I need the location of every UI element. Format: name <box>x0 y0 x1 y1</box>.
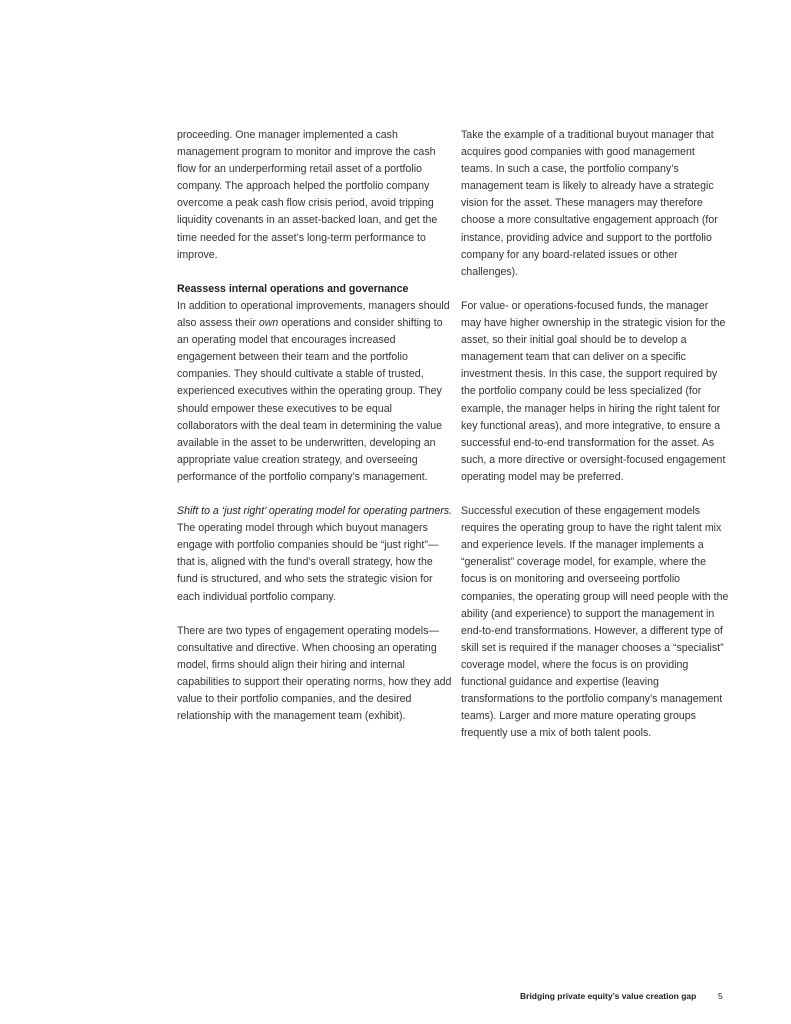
page-number: 5 <box>718 991 723 1001</box>
right-paragraph-1: Take the example of a traditional buyout manager that acquires good companies with good management teams. In such a case, the portfolio company’s management team is likely to already have a strategic vision for the asset. These managers may therefore choose a more consultative engagement approach (for instance, providing advice and support to the portfolio company for any board-related issues or other challenges). <box>461 129 718 278</box>
left-paragraph-2-start: In addition to operational improvements, managers should also assess their <box>177 299 450 330</box>
right-paragraph-2: For value- or operations-focused funds, the manager may have higher ownership in the strategic vision for the asset, so their initial goal should be to develop a management team that can deliver on a specific investment thesis. In this case, the support required by the portfolio company could be less specialized (for example, the manager helps in hiring the right talent for key functional areas), and more integrative, to ensure a successful end-to-end transformation for the asset. As such, a more directive or oversight-focused engagement operating model may be preferred. <box>461 299 726 483</box>
left-paragraph-3 <box>177 503 452 606</box>
left-paragraph-4: There are two types of engagement operating models—consultative and directive. When choosing an operating model, firms should align their hiring and internal capabilities to support their operating norms, how they add value to their portfolio companies, and the desired relationship with the management team (exhibit). <box>177 624 452 723</box>
run-in-heading: Shift to a ‘just right’ operating model for operating partners. <box>177 505 453 518</box>
section-reassess <box>177 281 452 486</box>
right-paragraph-3: Successful execution of these engagement models requires the operating group to have the right talent mix and experience levels. If the manager implements a “generalist” coverage model, for example, where the focus is on monitoring and overseeing portfolio companies, the operating group will need people with the ability (and experience) to support the management in end-to-end transformations. However, a different type of skill set is required if the manager chooses a “specialist” coverage model, where the focus is on providing functional guidance and expertise (leaving transformations to the portfolio company’s management teams). Larger and more mature operating groups frequently use a mix of both talent pools. <box>461 505 729 740</box>
left-paragraph-3-body: The operating model through which buyout managers engage with portfolio companies should be “just right”—that is, aligned with the fund’s overall strategy, how the fund is structured, and who sets the strategic vision for each individual portfolio company. <box>177 522 439 603</box>
left-column <box>177 127 452 725</box>
footer-title: Bridging private equity’s value creation gap <box>520 991 697 1001</box>
section-heading: Reassess internal operations and governance <box>177 282 409 295</box>
left-paragraph-2-emphasis: own <box>258 317 279 330</box>
page-footer <box>520 991 750 1001</box>
right-column <box>461 127 729 742</box>
left-paragraph-2-end: operations and consider shifting to an operating model that encourages increased engagement between their team and the portfolio companies. They should cultivate a stable of trusted, experienced executives within the operating group. They should empower these executives to be equal collaborators with the deal team in determining the value available in the asset to be underwritten, developing an appropriate value creation strategy, and overseeing performance of the portfolio company’s management. <box>177 317 443 483</box>
left-paragraph-1: proceeding. One manager implemented a cash management program to monitor and improve the cash flow for an underperforming retail asset of a portfolio company. The approach helped the portfolio company overcome a peak cash flow crisis period, avoid tripping liquidity covenants in an asset-backed loan, and get the time needed for the asset’s long-term performance to improve. <box>177 129 438 261</box>
